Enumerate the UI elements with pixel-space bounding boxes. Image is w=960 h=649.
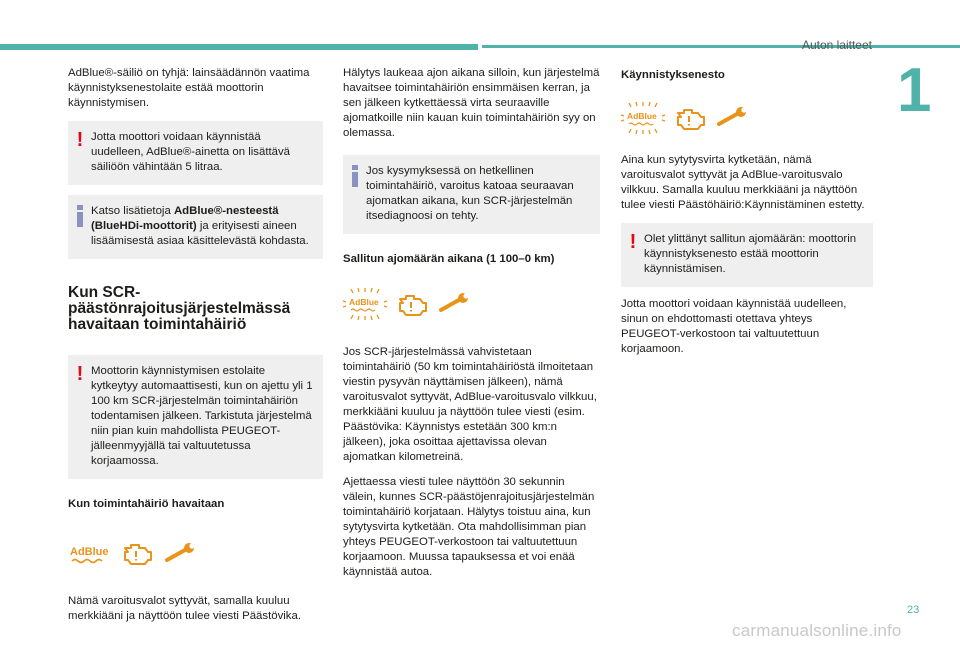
section-heading-scr: Kun SCR-päästönrajoitusjärjestelmässä havaitaan toimintahäiriö xyxy=(68,284,291,333)
warning-icon: ! xyxy=(629,231,637,253)
warning-icon: ! xyxy=(76,129,84,151)
confirmed-fault-paragraph: Jos SCR-järjestelmässä vahvistetaan toimintahäiriö (50 km toimintahäiriöstä ilmoitetaan viestin pysyvän näyttämisen jälkeen), nämä varoitusvalot syttyvät, AdBlue-varoitusvalo vilkkuu, merkkiääni kuuluu ja näyttöön tulee viesti (esim. Päästövika: Käynnistys estetään 300 km:n jälkeen), joka osoittaa ajettavissa olevan ajomatkan kilometreinä. xyxy=(343,346,597,463)
message-repeat-paragraph: Ajettaessa viesti tulee näyttöön 30 sekunnin välein, kunnes SCR-päästöjenrajoitusjärjestelmän toimintahäiriö korjataan. Hälytys toistuu aina, kun sytytysvirta kytketään. Ota mahdollisimman pian yhteys PEUGEOT-verkostoon tai valtuutettuun korjaamoon. Muussa tapauksessa et voi enää käynnistää autoa. xyxy=(343,476,595,578)
column-2 xyxy=(343,66,600,590)
chapter-number: 1 xyxy=(897,56,932,125)
engine-check-icon xyxy=(673,103,707,135)
wrench-icon xyxy=(439,292,471,316)
info-text: Katso lisätietoja AdBlue®-nesteestä (BlueHDi-moottorit) ja erityisesti aineen lisäämisestä asiaa käsittelevästä kohdasta. xyxy=(91,205,309,247)
warning-text: Olet ylittänyt sallitun ajomäärän: moottorin käynnistyksenesto estää moottorin käynnistämisen. xyxy=(644,233,857,275)
adblue-flashing-icon xyxy=(621,101,669,135)
paragraph-lights-on: Nämä varoitusvalot syttyvät, samalla kuuluu merkkiääni ja näyttöön tulee viesti Päästövika. xyxy=(68,595,301,622)
svg-text:AdBlue: AdBlue xyxy=(349,297,379,307)
subheading-start-prevention: Käynnistyksenesto xyxy=(621,69,725,81)
engine-check-icon xyxy=(120,538,154,570)
wrench-icon xyxy=(717,106,749,130)
subheading-fault-detected: Kun toimintahäiriö havaitaan xyxy=(68,498,225,510)
alert-paragraph: Hälytys laukeaa ajon aikana silloin, kun järjestelmä havaitsee toimintahäiriön ensimmäisen kerran, ja sen jälkeen kytkettäessä virta seuraaville ajomatkoille niin kauan kuin toimintahäiriön syy on olemassa. xyxy=(343,67,600,139)
info-icon xyxy=(350,165,360,183)
info-box-temporary xyxy=(343,155,600,234)
column-3 xyxy=(621,66,873,367)
column-1 xyxy=(68,66,323,634)
page-number: 23 xyxy=(907,604,920,616)
warning-box-refill xyxy=(68,121,323,185)
section-title: Auton laitteet xyxy=(801,38,872,52)
header-rule-left xyxy=(0,44,478,50)
engine-check-icon xyxy=(395,289,429,321)
restart-paragraph: Jotta moottori voidaan käynnistää uudelleen, sinun on ehdottomasti otettava yhteys PEUGEOT-verkostoon tai valtuutettuun korjaamoon. xyxy=(621,298,847,355)
warning-box-immobilizer xyxy=(68,355,323,479)
warning-icon: ! xyxy=(76,363,84,385)
watermark: carmanualsonline.info xyxy=(732,621,902,640)
adblue-light-icon xyxy=(68,542,114,568)
warning-lights-row xyxy=(621,101,873,141)
wrench-icon xyxy=(165,542,197,566)
subheading-allowed-distance: Sallitun ajomäärän aikana (1 100–0 km) xyxy=(343,253,555,265)
svg-text:AdBlue: AdBlue xyxy=(627,111,657,121)
warning-lights-row xyxy=(68,538,323,578)
svg-text:AdBlue: AdBlue xyxy=(70,546,109,558)
adblue-flashing-icon xyxy=(343,287,391,321)
warning-text: Jotta moottori voidaan käynnistää uudelleen, AdBlue®-ainetta on lisättävä säiliöön vähintään 5 litraa. xyxy=(91,131,291,173)
info-text: Jos kysymyksessä on hetkellinen toimintahäiriö, varoitus katoaa seuraavan ajomatkan aikana, kun SCR-järjestelmän itsediagnoosi on tehty. xyxy=(366,165,574,222)
warning-text: Moottorin käynnistymisen estolaite kytkeytyy automaattisesti, kun on ajettu yli 1 100 km SCR-järjestelmän toimintahäiriön todentamisen jälkeen. Tarkistuta järjestelmä niin pian kuin mahdollista PEUGEOT-jälleenmyyjällä tai valtuutetussa korjaamossa. xyxy=(91,365,313,467)
intro-paragraph: AdBlue®-säiliö on tyhjä: lainsäädännön vaatima käynnistyksenestolaite estää moottorin käynnistymisen. xyxy=(68,67,310,109)
info-icon xyxy=(75,205,85,223)
warning-lights-row xyxy=(343,287,600,327)
header-rule-right xyxy=(482,45,960,48)
start-prevention-paragraph: Aina kun sytytysvirta kytketään, nämä varoitusvalot syttyvät ja AdBlue-varoitusvalo vilkkuu. Samalla kuuluu merkkiääni ja näyttöön tulee viesti Päästöhäiriö:Käynnistäminen estetty. xyxy=(621,154,865,211)
warning-box-exceeded xyxy=(621,223,873,287)
info-box-adblue xyxy=(68,195,323,259)
